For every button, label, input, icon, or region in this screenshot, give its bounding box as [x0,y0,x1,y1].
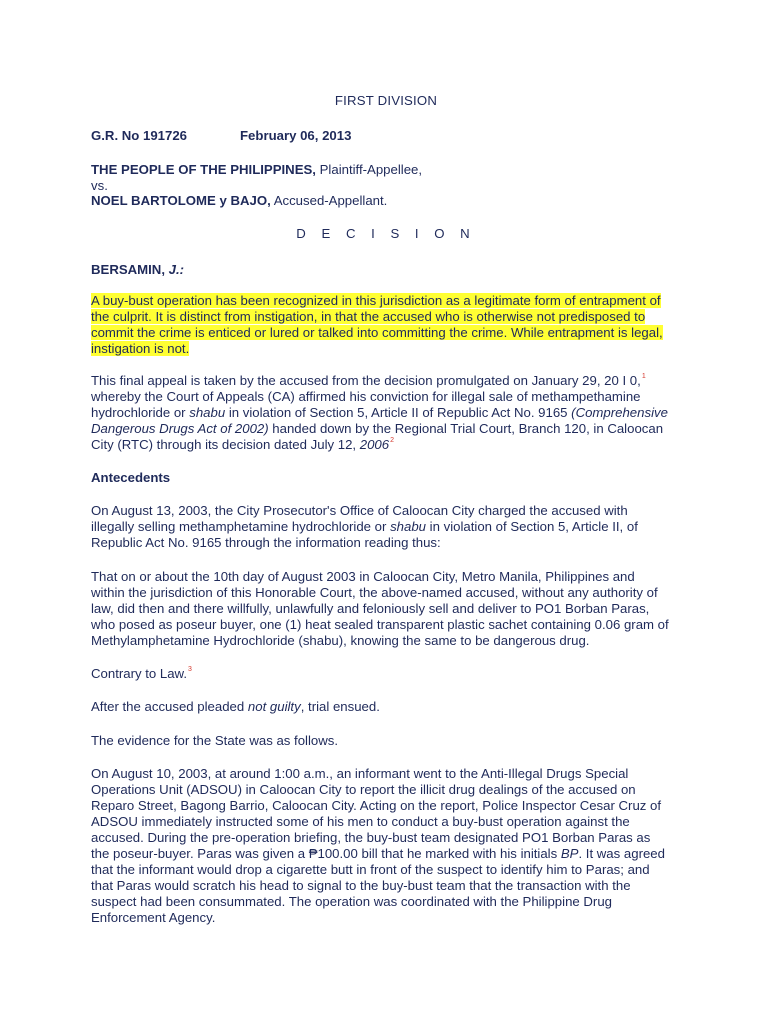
footnote-link-3[interactable]: 3 [188,666,192,673]
highlighted-text: A buy-bust operation has been recognized in this jurisdiction as a legitimate form of entrapment of the culprit. It is distinct from instigation, in that the accused who is otherwise not predisposed to commit the crime is enticed or lured or talked into committing the crime. While entrapment is legal, instigation is not. [91,293,663,356]
paragraph-final-appeal [91,373,671,453]
plaintiff-line [91,162,422,178]
antecedents-heading: Antecedents [91,470,171,485]
paragraph-information: That on or about the 10th day of August 2003 in Caloocan City, Metro Manila, Philippines and within the jurisdiction of this Honorable Court, the above-named accused, without any authority of law, did then and there willfully, unlawfully and feloniously sell and deliver to PO1 Borban Paras, who posed as poseur buyer, one (1) heat sealed transparent plastic sachet containing 0.06 gram of Methylamphetamine Hydrochloride (shabu), knowing the same to be dangerous drug. [91,569,669,648]
para5-text-a: After the accused pleaded [91,699,248,714]
accused-name: NOEL BARTOLOME y BAJO, [91,193,271,208]
accused-role: Accused-Appellant. [270,193,388,208]
para5-plea: not guilty [247,699,301,714]
decision-title: D E C I S I O N [296,226,476,241]
para1-text-b: whereby the Court of Appeals (CA) affirmed his conviction for illegal sale of methampethamine hydrochloride or [91,389,641,420]
case-number-line [91,128,352,144]
versus-line: vs. [91,178,108,193]
plaintiff-name: THE PEOPLE OF THE PHILIPPINES, [91,162,316,177]
ponente-line [91,262,184,278]
para7-initials: BP [560,846,579,861]
division-heading: FIRST DIVISION [334,93,438,108]
para1-shabu: shabu [189,405,226,420]
paragraph-contrary-to-law [91,666,671,682]
para1-year: 2006 [359,437,390,452]
para7-text-a: On August 10, 2003, at around 1:00 a.m., an informant went to the Anti-Illegal Drugs Special Operations Unit (ADSOU) in Caloocan City to report the illicit drug dealings of the accused on Reparo Street, Bagong Barrio, Caloocan City. Acting on the report, Police Inspector Cesar Cruz of ADSOU immediately instructed some of his men to conduct a buy-bust operation against the accused. During the pre-operation briefing, the buy-bust team designated PO1 Borban Paras as the poseur-buyer. Paras was given a ₱100.00 bill that he marked with his initials [91,766,662,861]
para1-text-c: in violation of Section 5, Article II of Republic Act No. 9165 [225,405,572,420]
paragraph-charge [91,503,671,551]
para5-text-b: , trial ensued. [300,699,380,714]
para2-text-a: On August 13, 2003, the City Prosecutor's Office of Caloocan City charged the accused with illegally selling methamphetamine hydrochloride or [91,503,628,534]
para2-text-b: in violation of Section 5, Article II, of Republic Act No. 9165 through the information reading thus: [91,519,638,550]
decision-date: February 06, 2013 [240,128,352,143]
para4-text: Contrary to Law. [91,666,188,681]
highlighted-paragraph [91,293,671,357]
para7-text-b: . It was agreed that the informant would drop a cigarette butt in front of the suspect to identify him to Paras; and that Paras would scratch his head to signal to the buy-bust team that the transaction with the suspect had been consummated. The operation was coordinated with the Philippine Drug Enforcement Agency. [91,846,665,925]
para1-text-d: handed down by the Regional Trial Court, Branch 120, in Caloocan City (RTC) through its decision dated July 12, [91,421,664,452]
footnote-link-1[interactable]: 1 [641,373,646,380]
paragraph-plea [91,699,671,715]
para1-text-a: This final appeal is taken by the accused from the decision promulgated on January 29, 20 I 0, [91,373,641,388]
footnote-link-2[interactable]: 2 [390,437,395,444]
para1-act-name: (Comprehensive Dangerous Drugs Act of 2002) [91,405,668,436]
ponente-name: BERSAMIN, [91,262,165,277]
para2-shabu: shabu [390,519,427,534]
plaintiff-role: Plaintiff-Appellee, [315,162,423,177]
gr-number: G.R. No 191726 [91,128,188,143]
accused-line [91,193,387,209]
paragraph-buy-bust-facts [91,766,671,926]
ponente-title: J.: [165,262,185,277]
paragraph-evidence-intro: The evidence for the State was as follows. [91,733,339,748]
